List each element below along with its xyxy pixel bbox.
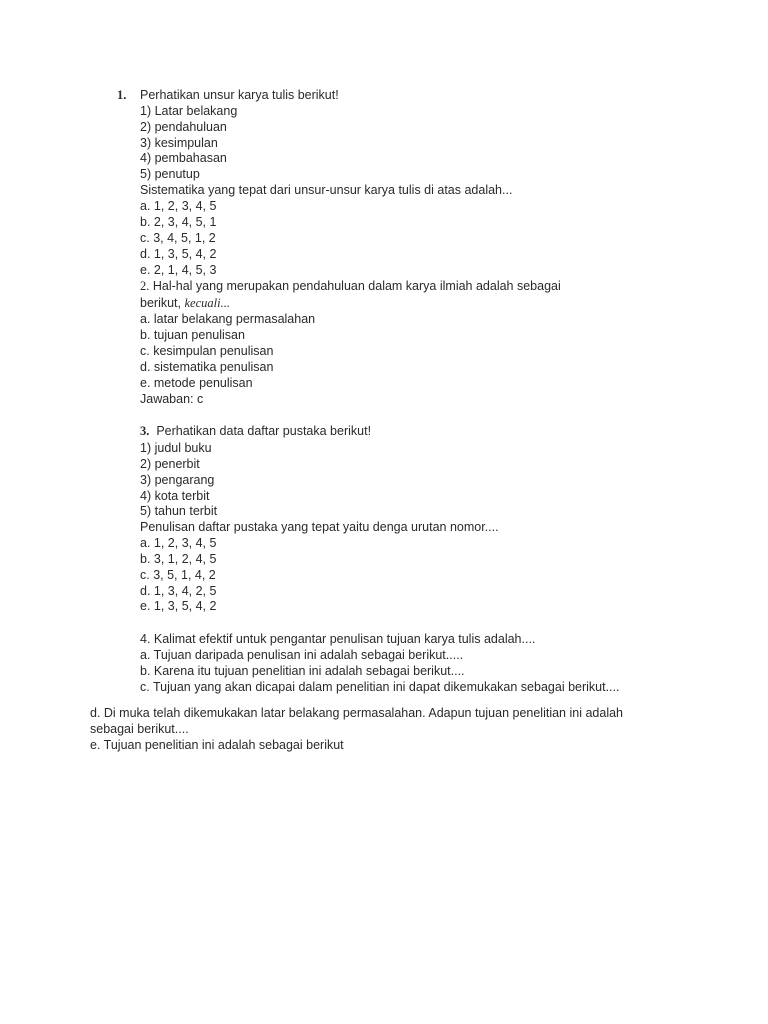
q3-option: c. 3, 5, 1, 4, 2: [140, 568, 216, 582]
q1-item: 4) pembahasan: [140, 151, 227, 165]
q3-prompt-line: [140, 424, 371, 439]
q1-item: 1) Latar belakang: [140, 104, 238, 118]
q3-number: 3.: [140, 424, 150, 438]
q1-option: d. 1, 3, 5, 4, 2: [140, 247, 217, 261]
q2-option: b. tujuan penulisan: [140, 328, 245, 342]
q2-prompt: Hal-hal yang merupakan pendahuluan dalam karya ilmiah adalah sebagai: [152, 279, 561, 293]
q2-emphasis: kecuali...: [184, 296, 230, 310]
q2-prompt-line: [140, 279, 561, 294]
q3-item: 2) penerbit: [140, 457, 200, 471]
q1-option: b. 2, 3, 4, 5, 1: [140, 215, 217, 229]
q2-number: 2.: [140, 279, 150, 293]
q2-option: a. latar belakang permasalahan: [140, 312, 316, 326]
q3-item: 3) pengarang: [140, 473, 215, 487]
q4-option: c. Tujuan yang akan dicapai dalam penelitian ini dapat dikemukakan sebagai berikut....: [140, 680, 620, 694]
q1-item: 5) penutup: [140, 167, 200, 181]
q1-number: 1.: [117, 88, 127, 102]
q2-option: d. sistematika penulisan: [140, 360, 274, 374]
q4-option-d-cont: sebagai berikut....: [90, 722, 189, 736]
q4-prompt: 4. Kalimat efektif untuk pengantar penulisan tujuan karya tulis adalah....: [140, 632, 536, 646]
q3-option: a. 1, 2, 3, 4, 5: [140, 536, 217, 550]
q2-option: c. kesimpulan penulisan: [140, 344, 274, 358]
q3-option: d. 1, 3, 4, 2, 5: [140, 584, 217, 598]
q3-item: 1) judul buku: [140, 441, 212, 455]
q2-answer: Jawaban: c: [140, 392, 204, 406]
q4-option: a. Tujuan daripada penulisan ini adalah sebagai berikut.....: [140, 648, 464, 662]
q2-option: e. metode penulisan: [140, 376, 253, 390]
q4-option-e: e. Tujuan penelitian ini adalah sebagai berikut: [90, 738, 344, 752]
q3-item: 5) tahun terbit: [140, 504, 218, 518]
q1-option: e. 2, 1, 4, 5, 3: [140, 263, 217, 277]
q3-prompt: Perhatikan data daftar pustaka berikut!: [156, 424, 372, 438]
q1-item: 2) pendahuluan: [140, 120, 227, 134]
q3-question: Penulisan daftar pustaka yang tepat yaitu denga urutan nomor....: [140, 520, 499, 534]
q1-question: Sistematika yang tepat dari unsur-unsur karya tulis di atas adalah...: [140, 183, 513, 197]
q4-option-d: d. Di muka telah dikemukakan latar belakang permasalahan. Adapun tujuan penelitian ini adalah: [90, 706, 623, 720]
q1-prompt: Perhatikan unsur karya tulis berikut!: [140, 88, 339, 102]
q2-prompt-cont: berikut,: [140, 296, 181, 310]
q1-option: c. 3, 4, 5, 1, 2: [140, 231, 216, 245]
q3-item: 4) kota terbit: [140, 489, 210, 503]
q2-prompt-cont-line: [140, 296, 230, 311]
q4-option: b. Karena itu tujuan penelitian ini adalah sebagai berikut....: [140, 664, 465, 678]
q1-option: a. 1, 2, 3, 4, 5: [140, 199, 217, 213]
q3-option: e. 1, 3, 5, 4, 2: [140, 599, 217, 613]
q1-item: 3) kesimpulan: [140, 136, 218, 150]
q3-option: b. 3, 1, 2, 4, 5: [140, 552, 217, 566]
